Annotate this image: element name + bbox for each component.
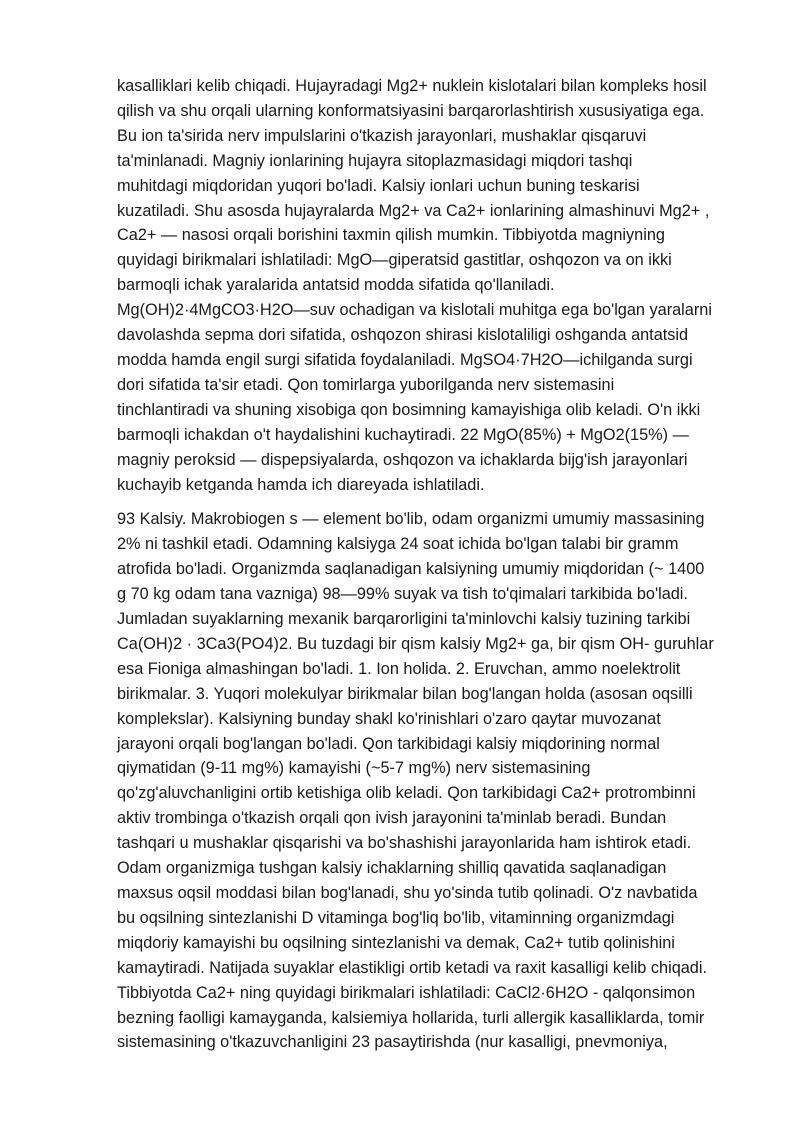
text-column — [117, 74, 747, 1055]
text-line: davolashda sepma dori sifatida, oshqozon shirasi kislotaliligi oshganda antatsid — [117, 326, 689, 345]
text-line: kuzatiladi. Shu asosda hujayralarda Mg2+ va Ca2+ ionlarining almashinuvi Mg2+ , — [117, 201, 710, 220]
text-line: maxsus oqsil moddasi bilan bog'lanadi, shu yo'sinda tutib qolinadi. O'z navbatida — [117, 884, 698, 902]
text-line: 2% ni tashkil etadi. Odamning kalsiyga 24 soat ichida bo'lgan talabi bir gramm — [117, 535, 679, 554]
text-line: modda hamda engil surgi sifatida foydalaniladi. MgSO4·7H2O—ichilganda surgi — [117, 350, 693, 369]
text-line: sistemasining o'tkazuvchanligini 23 pasaytirishda (nur kasalligi, pnevmoniya, — [117, 1033, 668, 1052]
text-line: Mg(OH)2·4MgCO3·H2O—suv ochadigan va kislotali muhitga ega bo'lgan yaralarni — [117, 301, 712, 320]
text-line: dori sifatida ta'sir etadi. Qon tomirlarga yuborilganda nerv sistemasini — [117, 375, 615, 394]
text-line: kasalliklari kelib chiqadi. Hujayradagi Mg2+ nuklein kislotalari bilan kompleks hosil — [117, 77, 707, 95]
text-line: kamaytiradi. Natijada suyaklar elastikligi ortib ketadi va raxit kasalligi kelib chiqadi. — [117, 958, 708, 977]
text-line: qo'zg'aluvchanligini ortib ketishiga olib keladi. Qon tarkibidagi Ca2+ protrombinni — [117, 784, 696, 803]
text-line: barmoqli ichakdan o't haydalishini kuchaytiradi. 22 MgO(85%) + MgO2(15%) — — [117, 425, 689, 444]
text-line: qiymatidan (9-11 mg%) kamayishi (~5-7 mg%) nerv sistemasining — [117, 759, 591, 778]
text-line: birikmalar. 3. Yuqori molekulyar birikmalar bilan bog'langan holda (asosan oqsilli — [117, 684, 693, 703]
text-line: muhitdagi miqdoridan yuqori bo'ladi. Kalsiy ionlari uchun buning teskarisi — [117, 176, 640, 195]
text-line: kuchayib ketganda hamda ich diareyada ishlatiladi. — [117, 475, 485, 494]
text-line: Odam organizmiga tushgan kalsiy ichaklarning shilliq qavatida saqlanadigan — [117, 859, 667, 878]
paragraph-calcium — [117, 507, 747, 1055]
text-line: Jumladan suyaklarning mexanik barqarorligini ta'minlovchi kalsiy tuzining tarkibi — [117, 610, 691, 629]
text-line: Tibbiyotda Ca2+ ning quyidagi birikmalari ishlatiladi: CaCl2·6H2O - qalqonsimon — [117, 983, 696, 1002]
text-line: atrofida bo'ladi. Organizmda saqlanadigan kalsiyning umumiy miqdoridan (~ 1400 — [117, 560, 705, 579]
text-line: tinchlantiradi va shuning xisobiga qon bosimning kamayishiga olib keladi. O'n ikki — [117, 400, 701, 419]
text-line: miqdoriy kamayishi bu oqsilning sintezlanishi va demak, Ca2+ tutib qolinishini — [117, 933, 675, 952]
text-line: jarayoni orqali bog'langan bo'ladi. Qon tarkibidagi kalsiy miqdorining normal — [117, 734, 660, 753]
text-line: Bu ion ta'sirida nerv impulslarini o'tkazish jarayonlari, mushaklar qisqaruvi — [117, 126, 647, 145]
text-line: esa Fioniga almashingan bo'ladi. 1. Ion holida. 2. Eruvchan, ammo noelektrolit — [117, 659, 681, 678]
text-line: komplekslar). Kalsiyning bunday shakl ko'rinishlari o'zaro qaytar muvozanat — [117, 709, 661, 728]
text-line: qilish va shu orqali ularning konformatsiyasini barqarorlashtirish xususiyatiga ega. — [117, 101, 705, 120]
text-line: aktiv trombinga o'tkazish orqali qon ivish jarayonini ta'minlab beradi. Bundan — [117, 809, 667, 828]
text-line: barmoqli ichak yaralarida antatsid modda sifatida qo'llaniladi. — [117, 276, 555, 295]
text-line: magniy peroksid — dispepsiyalarda, oshqozon va ichaklarda bijg'ish jarayonlari — [117, 450, 688, 469]
paragraph-magnesium — [117, 74, 747, 497]
text-line: Ca(OH)2 · 3Ca3(PO4)2. Bu tuzdagi bir qism kalsiy Mg2+ ga, bir qism OH- guruhlar — [117, 634, 714, 653]
text-line: quyidagi birikmalari ishlatiladi: MgO—giperatsid gastitlar, oshqozon va on ikki — [117, 251, 672, 270]
text-line: tashqari u mushaklar qisqarishi va bo'shashishi jarayonlarida ham ishtirok etadi. — [117, 834, 692, 853]
text-line: bezning faolligi kamayganda, kalsiemiya hollarida, turli allergik kasalliklarda, tomir — [117, 1008, 705, 1027]
text-line: ta'minlanadi. Magniy ionlarining hujayra sitoplazmasidagi miqdori tashqi — [117, 151, 633, 170]
text-line: bu oqsilning sintezlanishi D vitaminga bog'liq bo'lib, vitaminning organizmdagi — [117, 908, 675, 927]
text-line: Ca2+ — nasosi orqali borishini taxmin qilish mumkin. Tibbiyotda magniyning — [117, 226, 665, 245]
text-line: g 70 kg odam tana vazniga) 98—99% suyak va tish to'qimalari tarkibida bo'ladi. — [117, 585, 688, 604]
text-line: 93 Kalsiy. Makrobiogen s — element bo'lib, odam organizmi umumiy massasining — [117, 510, 705, 529]
